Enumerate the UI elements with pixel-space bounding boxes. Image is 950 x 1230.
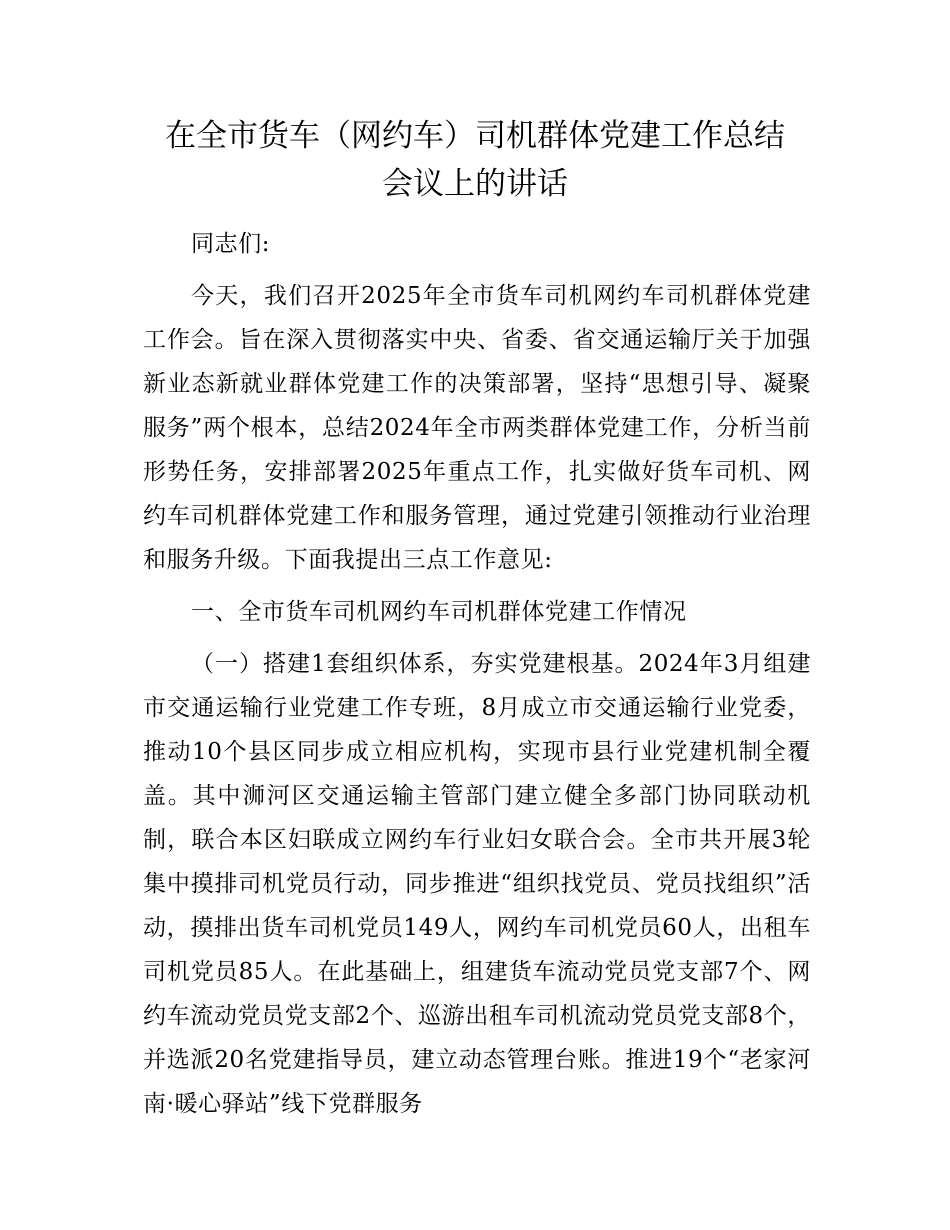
document-body (143, 222, 811, 1126)
salutation: 同志们: (191, 231, 271, 257)
body-paragraph: （一）搭建1套组织体系，夯实党建根基。2024年3月组建市交通运输行业党建工作专班，8月成立市交通运输行业党委，推动10个县区同步成立相应机构，实现市县行业党建机制全覆盖。其中浉河区交通运输主管部门建立健全多部门协同联动机制，联合本区妇联成立网约车行业妇女联合会。全市共开展3轮集中摸排司机党员行动，同步推进“组织找党员、党员找组织”活动，摸排出货车司机党员149人，网约车司机党员60人，出租车司机党员85人。在此基础上，组建货车流动党员党支部7个、网约车流动党员党支部2个、巡游出租车司机流动党员党支部8个，并选派20名党建指导员，建立动态管理台账。推进19个“老家河南·暖心驿站”线下党群服务 (143, 651, 811, 1117)
title-line-2: 会议上的讲话 (382, 166, 568, 202)
document-title (140, 112, 810, 208)
section-heading: 一、全市货车司机网约车司机群体党建工作情况 (191, 599, 687, 625)
title-line-1: 在全市货车（网约车）司机群体党建工作总结 (165, 118, 785, 154)
intro-paragraph: 今天，我们召开2025年全市货车司机网约车司机群体党建工作会。旨在深入贯彻落实中央、省委、省交通运输厅关于加强新业态新就业群体党建工作的决策部署，坚持“思想引导、凝聚服务”两个根本，总结2024年全市两类群体党建工作，分析当前形势任务，安排部署2025年重点工作，扎实做好货车司机、网约车司机群体党建工作和服务管理，通过党建引领推动行业治理和服务升级。下面我提出三点工作意见: (143, 283, 811, 573)
